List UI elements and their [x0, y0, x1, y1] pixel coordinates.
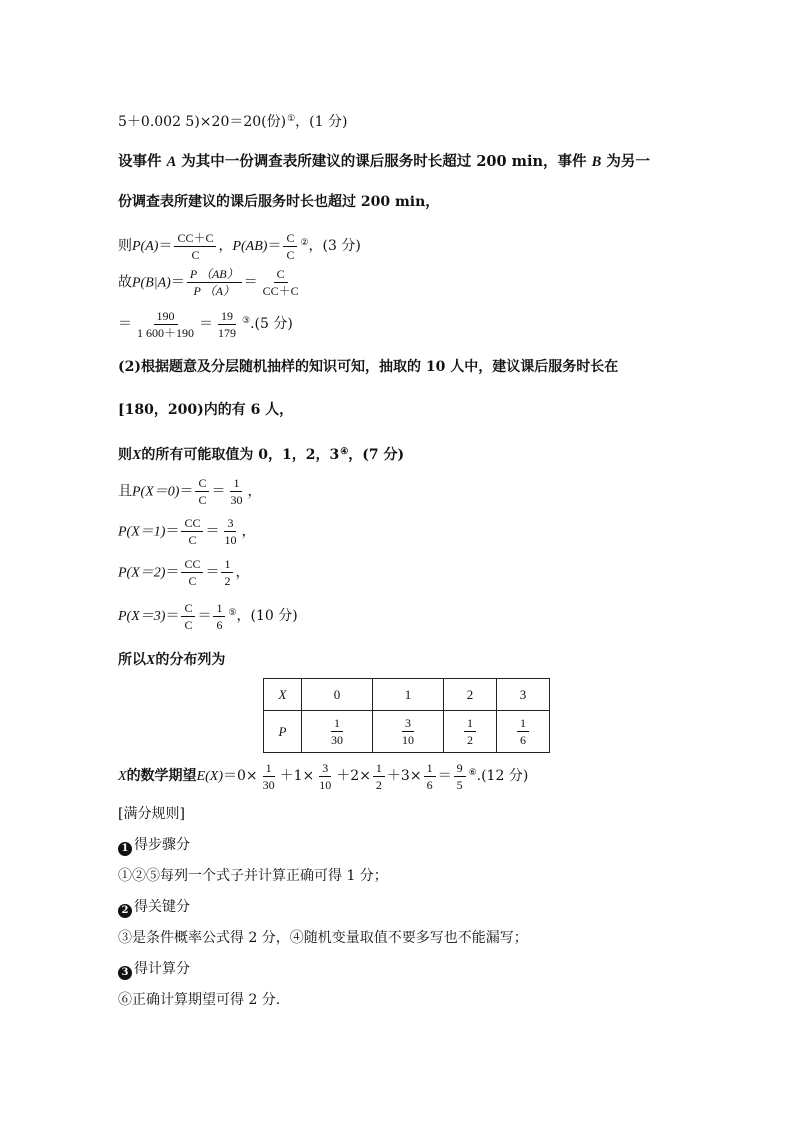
fraction: $\frac{3}{10}$	[224, 516, 237, 547]
fraction: $\frac{P (AB)}{P (A)}$	[187, 267, 242, 298]
formula-pa-pab: 则P(A)＝ $\frac{CC+C}{C}$ ，P(AB)＝ $\frac{C}{C}$ ②，(3 分)	[118, 230, 361, 262]
number-1-icon: 1	[118, 842, 132, 856]
table-cell: $\frac{3}{10}$	[373, 711, 444, 753]
table-cell: 1	[373, 679, 444, 711]
fraction: $\frac{C}{C}$	[195, 476, 209, 507]
distribution-table	[263, 678, 550, 753]
rule-step-heading: 1 得步骤分	[118, 836, 190, 856]
formula-px1: P(X＝1)＝ $\frac{CC}{C}$ ＝ $\frac{3}{10}$ ，	[118, 516, 256, 547]
number-2-icon: 2	[118, 904, 132, 918]
number-3-icon: 3	[118, 966, 132, 980]
table-cell: X	[264, 679, 302, 711]
formula-px2: P(X＝2)＝ $\frac{CC}{C}$ ＝ $\frac{1}{2}$ ，	[118, 557, 250, 588]
fraction: $\frac{190}{1 600+190}$	[137, 308, 195, 340]
fraction: $\frac{1}{2}$	[221, 557, 233, 588]
text-line-1: 5＋0.002 5)×20＝20(份)①，(1 分)	[118, 114, 348, 130]
table-cell: 2	[444, 679, 497, 711]
fraction: $\frac{C}{C}$	[283, 231, 297, 262]
table-cell: 3	[497, 679, 550, 711]
rule-key-heading: 2 得关键分	[118, 898, 190, 918]
fraction: $\frac{C}{C}$	[181, 601, 195, 632]
table-cell: $\frac{1}{6}$	[497, 711, 550, 753]
text-line-8: [180，200)内的有 6 人，	[118, 402, 294, 418]
table-cell: $\frac{1}{2}$	[444, 711, 497, 753]
text-line-9: 则X的所有可能取值为 0，1，2，3④，(7 分)	[118, 447, 405, 463]
fraction: $\frac{C}{CC+C}$	[262, 267, 299, 298]
rules-title: [满分规则]	[118, 806, 185, 822]
formula-result: ＝ $\frac{190}{1 600+190}$ ＝ $\frac{19}{179}$ ③.(5 分)	[118, 308, 293, 340]
formula-expectation: X的数学期望E(X)＝0× $\frac{1}{30}$ ＋1× $\frac{3}{10}$ ＋2× $\frac{1}{2}$ ＋3× $\frac{1}{6}$ ＝ $\frac{9}{5}$ ⑥.(12 分)	[118, 760, 529, 792]
formula-conditional: 故P(B|A)＝ $\frac{P (AB)}{P (A)}$ ＝ $\frac{C}{CC+C}$	[118, 267, 304, 299]
fraction: $\frac{1}{6}$	[213, 601, 225, 632]
text-dist-intro: 所以X的分布列为	[118, 652, 226, 668]
table-header-row	[264, 679, 550, 711]
rule-calc-desc: ⑥正确计算期望可得 2 分.	[118, 992, 281, 1008]
fraction: $\frac{CC}{C}$	[181, 516, 203, 547]
rule-calc-heading: 3 得计算分	[118, 960, 190, 980]
rule-step-desc: ①②⑤每列一个式子并计算正确可得 1 分；	[118, 868, 388, 884]
table-cell: 0	[302, 679, 373, 711]
text-line-2: 设事件 A 为其中一份调查表所建议的课后服务时长超过 200 min，事件 B 为另一	[118, 153, 650, 170]
fraction: $\frac{CC+C}{C}$	[174, 231, 216, 262]
circled-mark: ①	[287, 114, 296, 124]
formula-px3: P(X＝3)＝ $\frac{C}{C}$ ＝ $\frac{1}{6}$ ⑤，(10 分)	[118, 600, 298, 632]
table-row	[264, 711, 550, 753]
fraction: $\frac{1}{30}$	[230, 476, 243, 507]
text-line-3: 份调查表所建议的课后服务时长也超过 200 min，	[118, 194, 440, 210]
fraction: $\frac{19}{179}$	[218, 308, 237, 340]
formula-px0: 且P(X＝0)＝ $\frac{C}{C}$ ＝ $\frac{1}{30}$ ，	[118, 476, 262, 507]
table-cell: P	[264, 711, 302, 753]
text-line-7: (2)根据题意及分层随机抽样的知识可知，抽取的 10 人中，建议课后服务时长在	[118, 359, 619, 375]
rule-key-desc: ③是条件概率公式得 2 分，④随机变量取值不要多写也不能漏写；	[118, 930, 528, 946]
table-cell: $\frac{1}{30}$	[302, 711, 373, 753]
fraction: $\frac{CC}{C}$	[181, 557, 203, 588]
